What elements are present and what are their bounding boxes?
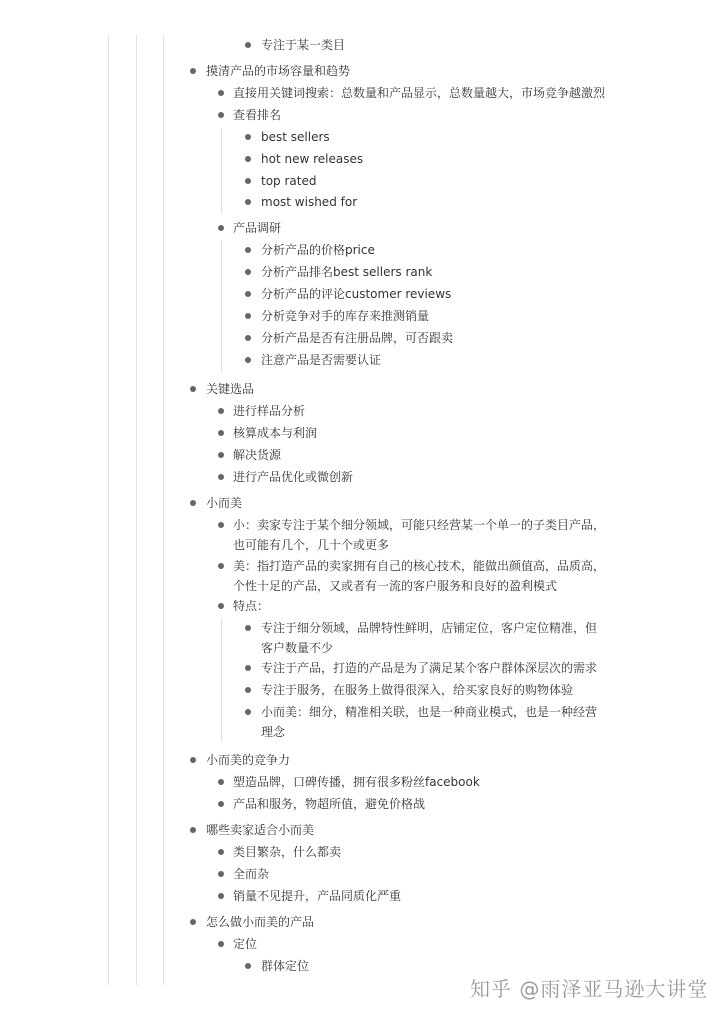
- outline-item-l1: 关键选品: [206, 379, 254, 399]
- outline-item-l2: 销量不见提升，产品同质化严重: [233, 886, 401, 906]
- outline-item-l1: 哪些卖家适合小而美: [206, 820, 314, 840]
- outline-item-l3: 专注于产品，打造的产品是为了满足某个客户群体深层次的需求: [261, 658, 597, 678]
- bullet-icon: [190, 386, 196, 392]
- outline-item-l3: best sellers: [261, 127, 330, 147]
- bullet-icon: [218, 112, 224, 118]
- outline-item-l2: 特点：: [233, 596, 269, 616]
- outline-item-l2: 塑造品牌，口碑传播，拥有很多粉丝facebook: [233, 772, 480, 792]
- bullet-icon: [218, 225, 224, 231]
- outline-item-l2: 查看排名: [233, 105, 281, 125]
- outline-item-l2: 核算成本与利润: [233, 423, 317, 443]
- outline-item-l2: 定位: [233, 934, 257, 954]
- outline-item-l2: 直接用关键词搜索：总数量和产品显示，总数量越大，市场竞争越激烈: [233, 83, 605, 103]
- outline-item-l2: 产品调研: [233, 218, 281, 238]
- bullet-icon: [245, 709, 251, 715]
- bullet-icon: [218, 849, 224, 855]
- bullet-icon: [245, 963, 251, 969]
- bullet-icon: [190, 919, 196, 925]
- bullet-icon: [190, 827, 196, 833]
- bullet-icon: [245, 134, 251, 140]
- bullet-icon: [218, 801, 224, 807]
- outline-item-l3: 分析产品是否有注册品牌，可否跟卖: [261, 328, 453, 348]
- outline-item-l2: 产品和服务，物超所值，避免价格战: [233, 794, 425, 814]
- bullet-icon: [218, 474, 224, 480]
- outline-item-l2: 进行样品分析: [233, 401, 305, 421]
- bullet-icon: [245, 357, 251, 363]
- outline-item-l1: 怎么做小而美的产品: [206, 912, 314, 932]
- bullet-icon: [245, 178, 251, 184]
- bullet-icon: [245, 625, 251, 631]
- outline-guide-outer-1: [108, 35, 109, 985]
- outline-item-l1: 小而美的竞争力: [206, 750, 290, 770]
- outline-guide-outer-2: [136, 35, 137, 985]
- bullet-icon: [245, 42, 251, 48]
- bullet-icon: [245, 199, 251, 205]
- outline-item-l3: 群体定位: [261, 956, 309, 976]
- outline-guide-features: [221, 618, 222, 742]
- outline-item-l3: top rated: [261, 171, 316, 191]
- outline-item-l2: 小：卖家专注于某个细分领域，可能只经营某一个单一的子类目产品， 也可能有几个，几十个或更多: [233, 515, 605, 555]
- bullet-icon: [218, 871, 224, 877]
- bullet-icon: [190, 757, 196, 763]
- bullet-icon: [218, 603, 224, 609]
- bullet-icon: [218, 452, 224, 458]
- outline-guide-research: [221, 240, 222, 372]
- outline-item-l3: 分析产品排名best sellers rank: [261, 262, 432, 282]
- outline-guide-outer-3: [163, 35, 164, 985]
- bullet-icon: [190, 500, 196, 506]
- outline-item-l2: 类目繁杂，什么都卖: [233, 842, 341, 862]
- outline-item-l3: 分析竞争对手的库存来推测销量: [261, 306, 429, 326]
- outline-item-l1: 摸清产品的市场容量和趋势: [206, 61, 350, 81]
- bullet-icon: [245, 335, 251, 341]
- outline-item-l3: 注意产品是否需要认证: [261, 350, 381, 370]
- outline-item-l3: 分析产品的评论customer reviews: [261, 284, 451, 304]
- bullet-icon: [245, 687, 251, 693]
- outline-guide-ranking: [221, 128, 222, 214]
- bullet-icon: [190, 68, 196, 74]
- outline-item-l2: 进行产品优化或微创新: [233, 467, 353, 487]
- outline-item-l2: 美：指打造产品的卖家拥有自己的核心技术，能做出颜值高，品质高， 个性十足的产品，又或者有一流的客户服务和良好的盈利模式: [233, 556, 605, 596]
- bullet-icon: [218, 408, 224, 414]
- outline-item-l2: 全而杂: [233, 864, 269, 884]
- bullet-icon: [245, 291, 251, 297]
- outline-item-l3: 专注于某一类目: [261, 35, 345, 55]
- watermark: 知乎 @雨泽亚马逊大讲堂: [470, 977, 709, 1001]
- outline-item-l1: 小而美: [206, 493, 242, 513]
- bullet-icon: [245, 247, 251, 253]
- outline-item-l3: most wished for: [261, 192, 357, 212]
- outline-item-l3: hot new releases: [261, 149, 363, 169]
- bullet-icon: [218, 90, 224, 96]
- bullet-icon: [218, 893, 224, 899]
- outline-item-l3: 专注于服务，在服务上做得很深入，给买家良好的购物体验: [261, 680, 573, 700]
- bullet-icon: [245, 269, 251, 275]
- bullet-icon: [245, 665, 251, 671]
- bullet-icon: [218, 563, 224, 569]
- bullet-icon: [218, 522, 224, 528]
- bullet-icon: [218, 941, 224, 947]
- outline-item-l2: 解决货源: [233, 445, 281, 465]
- outline-item-l3: 分析产品的价格price: [261, 240, 375, 260]
- bullet-icon: [218, 430, 224, 436]
- bullet-icon: [245, 313, 251, 319]
- outline-item-l3: 小而美：细分，精准相关联，也是一种商业模式，也是一种经营 理念: [261, 702, 597, 742]
- bullet-icon: [245, 156, 251, 162]
- bullet-icon: [218, 779, 224, 785]
- outline-item-l3: 专注于细分领域，品牌特性鲜明，店铺定位，客户定位精准，但 客户数量不少: [261, 618, 597, 658]
